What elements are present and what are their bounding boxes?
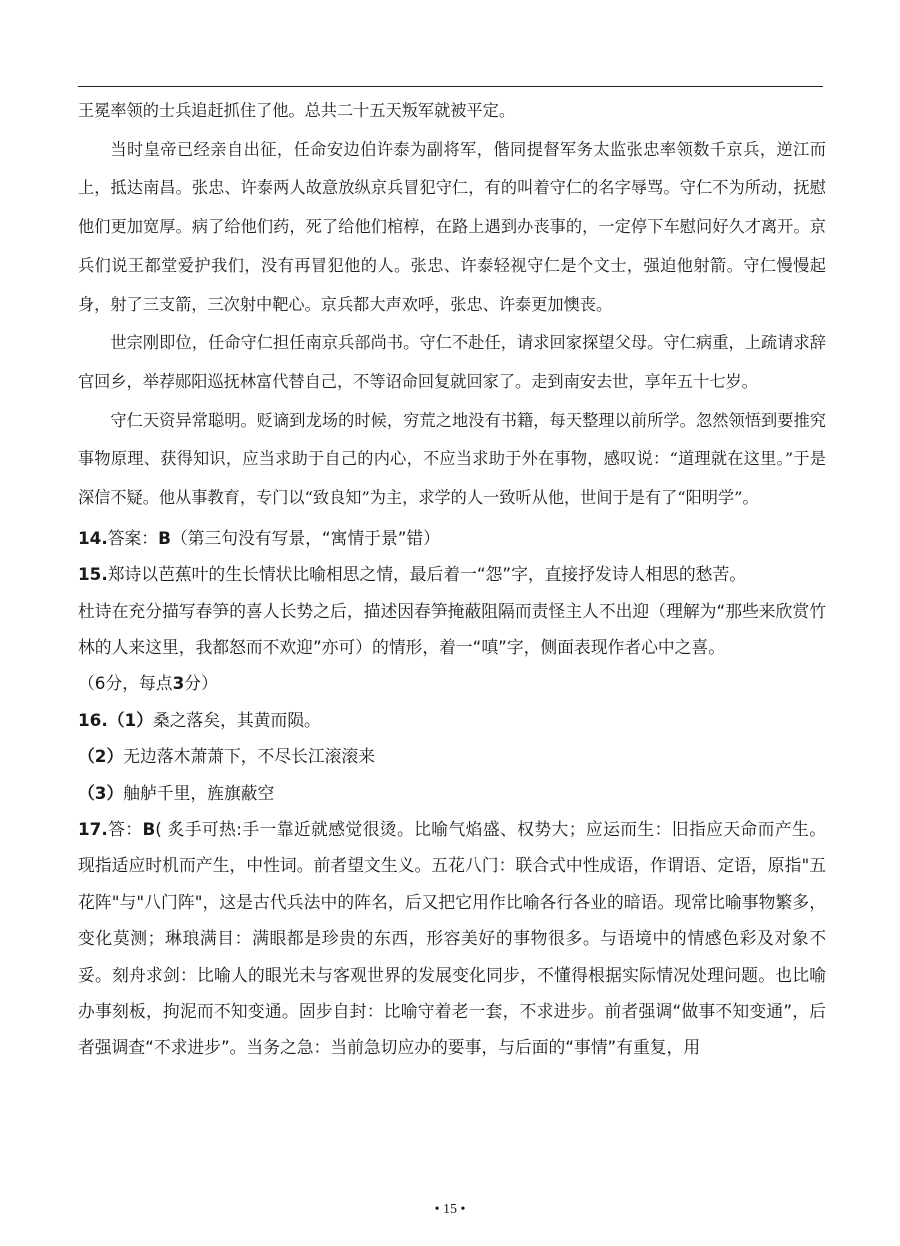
- score-suffix: 分）: [184, 673, 218, 694]
- item-tag: （1）: [107, 709, 153, 730]
- translation-paragraph: 世宗刚即位，任命守仁担任南京兵部尚书。守仁不赴任，请求回家探望父母。守仁病重，上疏请求辞官回乡，举荐郧阳巡抚林富代替自己，不等诏命回复就回家了。走到南安去世，享年五十七岁。: [78, 333, 826, 391]
- question-number: 15.: [78, 564, 108, 585]
- answer-15-score: [78, 665, 826, 701]
- item-text: 舳舻千里，旌旗蔽空: [123, 782, 275, 803]
- answer-16-item: [78, 702, 826, 738]
- answer-text: 郑诗以芭蕉叶的生长情状比喻相思之情，最后着一“怨”字，直接抒发诗人相思的愁苦。: [107, 564, 747, 585]
- answer-choice: B: [142, 818, 156, 839]
- answers-section: [78, 520, 826, 1066]
- answer-label: 答案：: [107, 527, 159, 548]
- item-text: 无边落木萧萧下，不尽长江滚滚来: [123, 746, 375, 767]
- page-content: [78, 92, 826, 1066]
- question-number: 16.: [78, 709, 108, 730]
- score-prefix: （6分，每点: [78, 673, 173, 694]
- score-points: 3: [172, 673, 185, 694]
- header-rule: [78, 86, 823, 87]
- answer-14: [78, 520, 826, 556]
- item-tag: （2）: [78, 746, 124, 767]
- answer-15-continued: 杜诗在充分描写春笋的喜人长势之后，描述因春笋掩蔽阻隔而责怪主人不出迎（理解为“那些来欣赏竹林的人来这里，我都怒而不欢迎”亦可）的情形，着一“嗔”字，侧面表现作者心中之喜。: [78, 600, 826, 657]
- answer-label: 答：: [107, 818, 143, 839]
- item-tag: （3）: [78, 782, 124, 803]
- translation-paragraph: 当时皇帝已经亲自出征，任命安边伯许泰为副将军，偕同提督军务太监张忠率领数千京兵，逆江而上，抵达南昌。张忠、许泰两人故意放纵京兵冒犯守仁，有的叫着守仁的名字辱骂。守仁不为所动，抚慰他们更加宽厚。病了给他们药，死了给他们棺椁，在路上遇到办丧事的，一定停下车慰问好久才离开。京兵们说王都堂爱护我们，没有再冒犯他的人。张忠、许泰轻视守仁是个文士，强迫他射箭。守仁慢慢起身，射了三支箭，三次射中靶心。京兵都大声欢呼，张忠、许泰更加懊丧。: [78, 139, 826, 314]
- translation-paragraph: 守仁天资异常聪明。贬谪到龙场的时候，穷荒之地没有书籍，每天整理以前所学。忽然领悟到要推究事物原理、获得知识，应当求助于自己的内心，不应当求助于外在事物，感叹说：“道理就在这里。”于是深信不疑。他从事教育，专门以“致良知”为主，求学的人一致听从他，世间于是有了“阳明学”。: [78, 410, 826, 508]
- answer-choice: B: [158, 527, 171, 548]
- question-number: 14.: [78, 527, 108, 548]
- page-number: • 15 •: [434, 1202, 466, 1217]
- answer-16-item: [78, 775, 826, 811]
- question-number: 17.: [78, 818, 108, 839]
- answer-explanation: ( 炙手可热:手一靠近就感觉很烫。比喻气焰盛、权势大；应运而生：旧指应天命而产生。现指适应时机而产生，中性词。前者望文生义。五花八门：联合式中性成语，作谓语、定语，原指"五花阵"与"八门阵"，这是古代兵法中的阵名，后又把它用作比喻各行各业的暗语。现常比喻事物繁多，变化莫测；琳琅满目：满眼都是珍贵的东西，形容美好的事物很多。与语境中的情感色彩及对象不妥。刻舟求剑：比喻人的眼光未与客观世界的发展变化同步，不懂得根据实际情况处理问题。也比喻办事刻板，拘泥而不知变通。固步自封：比喻守着老一套，不求进步。前者强调“做事不知变通”，后者强调查“不求进步”。当务之急：当前急切应办的要事，与后面的“事情”有重复，用: [78, 818, 826, 1058]
- answer-explanation: （第三句没有写景，“寓情于景”错）: [170, 527, 440, 548]
- answer-16-item: [78, 738, 826, 774]
- item-text: 桑之落矣，其黄而陨。: [152, 709, 321, 730]
- answer-17: [78, 811, 826, 1066]
- answer-15: [78, 556, 826, 592]
- translation-paragraph: 王冕率领的士兵追赶抓住了他。总共二十五天叛军就被平定。: [78, 101, 516, 120]
